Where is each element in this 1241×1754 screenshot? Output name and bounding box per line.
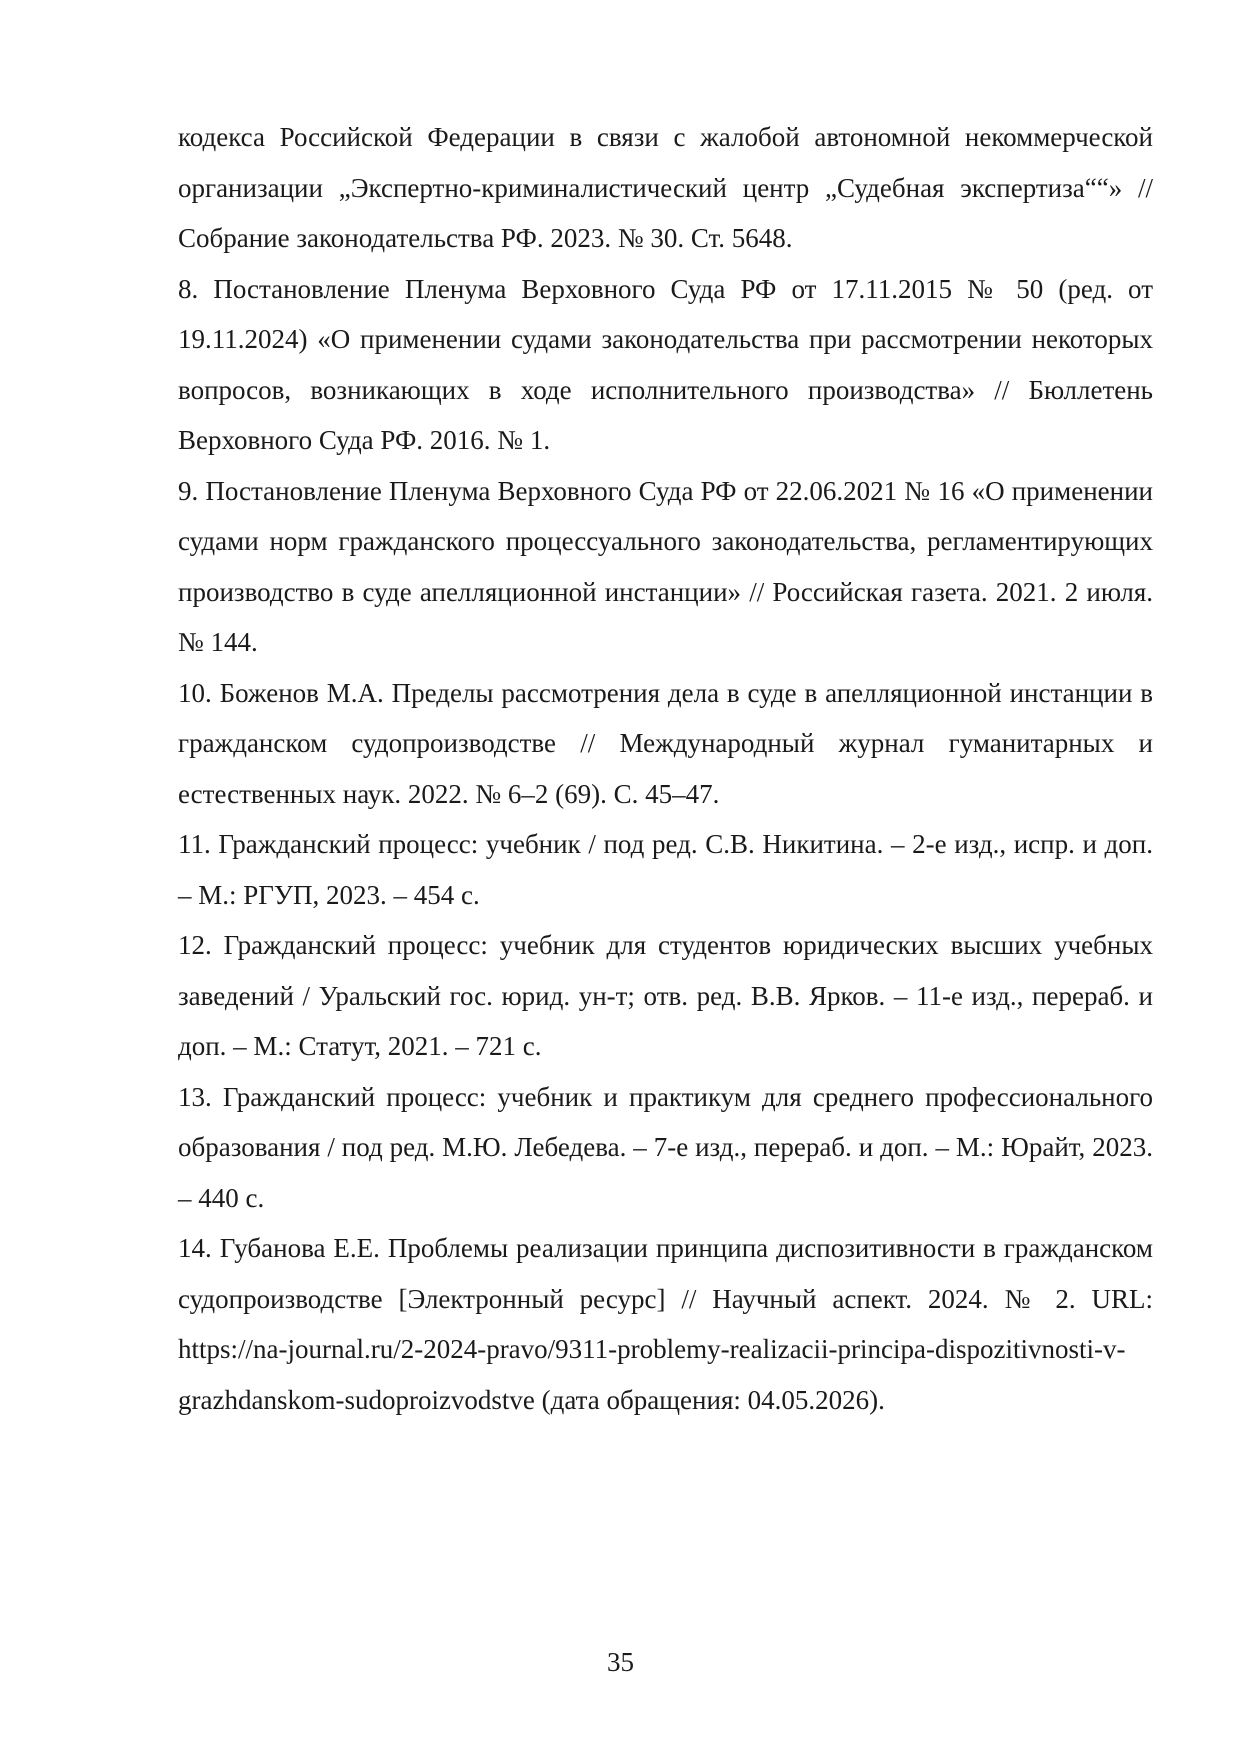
- bibliography-entry-9: 9. Постановление Пленума Верховного Суда РФ от 22.06.2021 № 16 «О применении судами норм гражданского процессуального законодательства, регламентирующих производство в суде апелляционной инстанции» // Российская газета. 2021. 2 июля. № 144.: [178, 475, 1153, 657]
- page-number: 35: [607, 1647, 634, 1677]
- bibliography-list: [178, 112, 1153, 1425]
- bibliography-entry-continued: кодекса Российской Федерации в связи с жалобой автономной некоммерческой организации „Экспертно-криминалистический центр „Судебная экспертиза““» // Собрание законодательства РФ. 2023. № 30. Ст. 5648.: [178, 122, 1153, 253]
- bibliography-entry-8: 8. Постановление Пленума Верховного Суда РФ от 17.11.2015 № 50 (ред. от 19.11.2024) «О применении судами законодательства при рассмотрении некоторых вопросов, возникающих в ходе исполнительного производства» // Бюллетень Верховного Суда РФ. 2016. № 1.: [178, 273, 1153, 455]
- bibliography-entry-10: 10. Боженов М.А. Пределы рассмотрения дела в суде в апелляционной инстанции в гражданском судопроизводстве // Международный журнал гуманитарных и естественных наук. 2022. № 6–2 (69). С. 45–47.: [178, 677, 1153, 809]
- bibliography-entry-11: 11. Гражданский процесс: учебник / под ред. С.В. Никитина. – 2-е изд., испр. и доп. – М.: РГУП, 2023. – 454 с.: [178, 829, 1153, 910]
- bibliography-entry-13: 13. Гражданский процесс: учебник и практикум для среднего профессионального образования / под ред. М.Ю. Лебедева. – 7-е изд., перераб. и доп. – М.: Юрайт, 2023. – 440 с.: [178, 1081, 1153, 1213]
- bibliography-entry-14: 14. Губанова Е.Е. Проблемы реализации принципа диспозитивности в гражданском судопроизводстве [Электронный ресурс] // Научный аспект. 2024. № 2. URL: https://na-journal.ru/2-2024-pravo/9311-problemy-realizacii-principa-dispozitivnosti-v-grazhdanskom-sudoproizvodstve (дата обращения: 04.05.2026).: [178, 1233, 1153, 1415]
- bibliography-entry-12: 12. Гражданский процесс: учебник для студентов юридических высших учебных заведений / Уральский гос. юрид. ун-т; отв. ред. В.В. Ярков. – 11-е изд., перераб. и доп. – М.: Статут, 2021. – 721 с.: [178, 930, 1153, 1061]
